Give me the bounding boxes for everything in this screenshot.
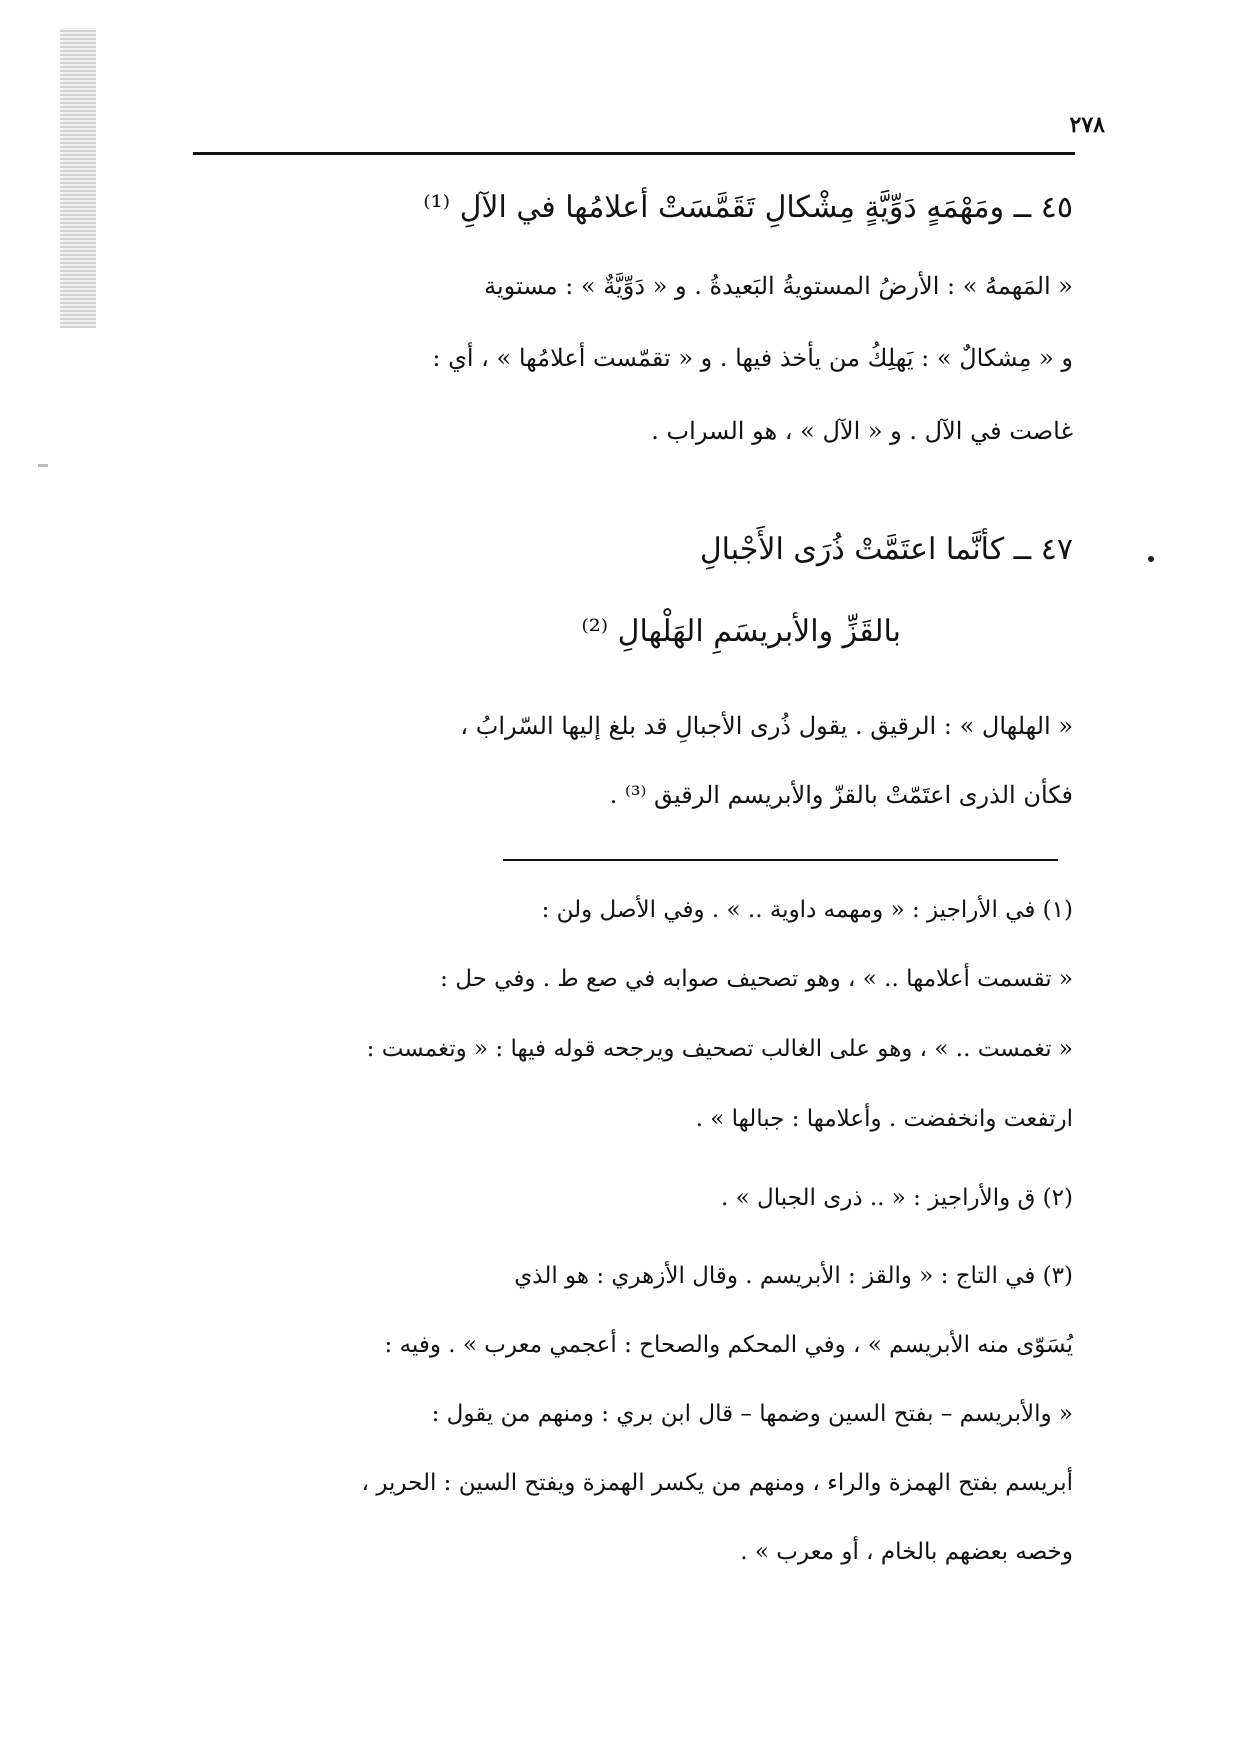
commentary-47-line-2: فكأن الذرى اعتَمّتْ بالقزّ والأبريسم الرقيق ⁽³⁾ .	[609, 781, 1073, 809]
footnote-line: يُسَوّى منه الأبريسم » ، وفي المحكم والصحاح : أعجمي معرب » . وفيه :	[384, 1332, 1073, 1358]
footnote-line: ارتفعت وانخفضت . وأعلامها : جبالها » .	[695, 1106, 1073, 1132]
commentary-45-line-2: و « مِشكالٌ » : يَهلِكُ من يأخذ فيها . و « تقمّست أعلامُها » ، أي :	[432, 344, 1073, 372]
commentary-45-line-1: « المَهمهُ » : الأرضُ المستويةُ البَعيدةُ . و « دَوِّيَّةٌ » : مستوية	[484, 272, 1073, 300]
verse-47-first-hemistich: ٤٧ ــ كأنَّما اعتَمَّتْ ذُرَى الأَجْبالِ	[699, 532, 1073, 567]
scan-edge-shadow	[60, 28, 96, 328]
commentary-47-line-1: « الهلهال » : الرقيق . يقول ذُرى الأجبالِ قد بلغ إليها السّرابُ ،	[460, 712, 1073, 740]
footnote-line: « والأبريسم – بفتح السين وضمها – قال ابن بري : ومنهم من يقول :	[431, 1401, 1073, 1427]
margin-mark	[1148, 556, 1154, 562]
verse-47-second-hemistich: بالقَزِّ والأبريسَمِ الهَلْهالِ ⁽²⁾	[581, 614, 901, 649]
footnote-line: (١) في الأراجيز : « ومهمه داوية .. » . وفي الأصل ولن :	[541, 897, 1073, 923]
commentary-45-line-3: غاصت في الآل . و « الآل » ، هو السراب .	[651, 417, 1073, 445]
footnote-separator	[503, 859, 1058, 861]
page-number: ٢٧٨	[1069, 112, 1105, 138]
verse-45: ٤٥ ــ ومَهْمَهٍ دَوِّيَّةٍ مِشْكالِ تَقَمَّسَتْ أعلامُها في الآلِ ⁽¹⁾	[423, 190, 1073, 225]
footnote-line: (٣) في التاج : « والقز : الأبريسم . وقال الأزهري : هو الذي	[514, 1263, 1073, 1289]
footnote-line: أبريسم بفتح الهمزة والراء ، ومنهم من يكسر الهمزة ويفتح السين : الحرير ،	[361, 1470, 1073, 1496]
scan-speck	[38, 464, 48, 467]
footnote-line: (٢) ق والأراجيز : « .. ذرى الجبال » .	[720, 1185, 1073, 1211]
footnote-line: « تقسمت أعلامها .. » ، وهو تصحيف صوابه في صع ط . وفي حل :	[440, 966, 1073, 992]
header-rule	[193, 152, 1075, 155]
footnote-line: « تغمست .. » ، وهو على الغالب تصحيف ويرجحه قوله فيها : « وتغمست :	[366, 1036, 1073, 1062]
footnote-line: وخصه بعضهم بالخام ، أو معرب » .	[740, 1539, 1073, 1565]
